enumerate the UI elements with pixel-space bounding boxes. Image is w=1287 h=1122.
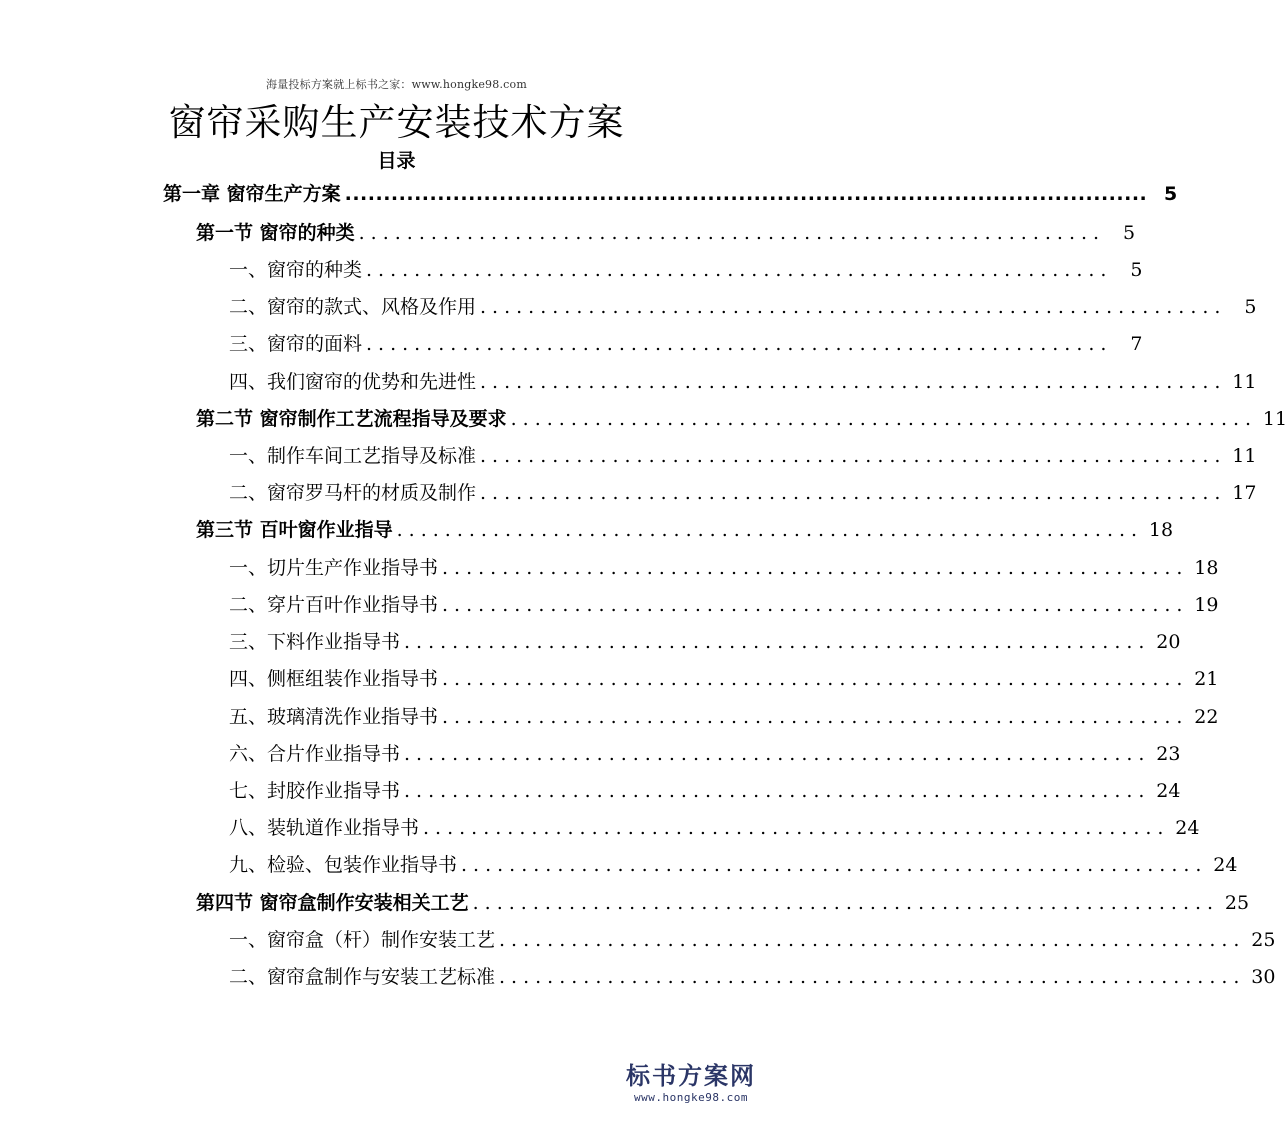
toc-entry-page: 19	[1194, 594, 1219, 616]
toc-leader-dots: ..............................................................	[461, 854, 1208, 876]
toc-entry-label: 第二节 窗帘制作工艺流程指导及要求	[196, 408, 507, 430]
toc-entry-label: 第一章 窗帘生产方案	[163, 183, 341, 205]
toc-entry-label: 一、窗帘盒（杆）制作安装工艺	[229, 929, 496, 951]
toc-entry-page: 5	[1122, 222, 1136, 244]
toc-entry-page: 22	[1194, 706, 1219, 728]
toc-entry-subsection[interactable]	[229, 553, 1219, 583]
toc-leader-dots: ..............................................................	[404, 631, 1151, 653]
toc-entry-chapter[interactable]	[163, 179, 1178, 209]
watermark-url: www.hongke98.com	[634, 1091, 748, 1104]
toc-entry-subsection[interactable]	[229, 590, 1219, 620]
toc-entry-label: 第四节 窗帘盒制作安装相关工艺	[196, 892, 469, 914]
toc-entry-page: 25	[1224, 892, 1250, 914]
toc-entry-page: 21	[1194, 668, 1219, 690]
toc-leader-dots: ..............................................................	[480, 296, 1227, 318]
toc-entry-section[interactable]	[196, 515, 1174, 545]
toc-entry-page: 7	[1130, 333, 1143, 355]
toc-leader-dots: ..............................................................	[499, 929, 1246, 951]
toc-entry-page: 18	[1194, 557, 1219, 579]
toc-leader-dots: ..............................................................	[366, 333, 1113, 355]
toc-entry-label: 九、检验、包装作业指导书	[229, 854, 458, 876]
toc-entry-subsection[interactable]	[229, 850, 1238, 880]
toc-entry-subsection[interactable]	[229, 962, 1276, 992]
toc-entry-label: 一、窗帘的种类	[229, 259, 363, 281]
toc-entry-label: 二、窗帘盒制作与安装工艺标准	[229, 966, 496, 988]
toc-leader-dots: ..............................................................	[442, 706, 1189, 728]
toc-leader-dots: ..............................................................	[396, 519, 1144, 541]
toc-entry-page: 11	[1232, 371, 1257, 393]
toc-entry-label: 二、窗帘的款式、风格及作用	[229, 296, 477, 318]
toc-entry-subsection[interactable]	[229, 329, 1143, 359]
toc-entry-subsection[interactable]	[229, 702, 1219, 732]
toc-entry-label: 六、合片作业指导书	[229, 743, 401, 765]
toc-entry-section[interactable]	[196, 218, 1136, 248]
toc-entry-page: 5	[1244, 296, 1257, 318]
toc-entry-label: 第一节 窗帘的种类	[196, 222, 355, 244]
site-watermark	[611, 1056, 771, 1104]
toc-leader-dots: ..............................................................	[404, 743, 1151, 765]
toc-entry-subsection[interactable]	[229, 478, 1257, 508]
toc-leader-dots: ........................................................................................................	[344, 183, 1148, 205]
toc-entry-subsection[interactable]	[229, 813, 1200, 843]
toc-leader-dots: ..............................................................	[442, 557, 1189, 579]
toc-entry-label: 二、穿片百叶作业指导书	[229, 594, 439, 616]
toc-entry-label: 四、侧框组装作业指导书	[229, 668, 439, 690]
toc-entry-subsection[interactable]	[229, 739, 1181, 769]
toc-entry-label: 三、窗帘的面料	[229, 333, 363, 355]
toc-entry-page: 24	[1156, 780, 1181, 802]
toc-entry-label: 五、玻璃清洗作业指导书	[229, 706, 439, 728]
header-note: 海量投标方案就上标书之家：www.hongke98.com	[266, 78, 527, 91]
toc-leader-dots: ..............................................................	[442, 668, 1189, 690]
toc-entry-page: 11	[1262, 408, 1287, 430]
toc-leader-dots: ..............................................................	[510, 408, 1258, 430]
toc-leader-dots: ..............................................................	[423, 817, 1170, 839]
toc-entry-subsection[interactable]	[229, 925, 1276, 955]
toc-entry-label: 一、切片生产作业指导书	[229, 557, 439, 579]
watermark-title: 标书方案网	[626, 1062, 756, 1090]
toc-entry-label: 八、装轨道作业指导书	[229, 817, 420, 839]
toc-leader-dots: ..............................................................	[404, 780, 1151, 802]
toc-entry-subsection[interactable]	[229, 776, 1181, 806]
toc-entry-page: 30	[1251, 966, 1276, 988]
toc-entry-label: 四、我们窗帘的优势和先进性	[229, 371, 477, 393]
toc-entry-label: 第三节 百叶窗作业指导	[196, 519, 393, 541]
toc-entry-subsection[interactable]	[229, 627, 1181, 657]
toc-entry-subsection[interactable]	[229, 292, 1257, 322]
toc-leader-dots: ..............................................................	[442, 594, 1189, 616]
toc-leader-dots: ..............................................................	[499, 966, 1246, 988]
toc-leader-dots: ..............................................................	[472, 892, 1220, 914]
toc-entry-subsection[interactable]	[229, 255, 1143, 285]
toc-entry-page: 11	[1232, 445, 1257, 467]
toc-entry-page: 25	[1251, 929, 1276, 951]
toc-leader-dots: ..............................................................	[480, 371, 1227, 393]
toc-entry-subsection[interactable]	[229, 367, 1257, 397]
toc-leader-dots: ..............................................................	[366, 259, 1113, 281]
toc-entry-page: 17	[1232, 482, 1257, 504]
toc-entry-subsection[interactable]	[229, 664, 1219, 694]
toc-entry-section[interactable]	[196, 888, 1250, 918]
toc-entry-page: 18	[1148, 519, 1174, 541]
toc-entry-page: 5	[1164, 183, 1178, 205]
toc-heading: 目录	[377, 150, 416, 172]
toc-entry-page: 5	[1130, 259, 1143, 281]
toc-entry-page: 20	[1156, 631, 1181, 653]
toc-entry-label: 一、制作车间工艺指导及标准	[229, 445, 477, 467]
toc-entry-section[interactable]	[196, 404, 1287, 434]
toc-entry-subsection[interactable]	[229, 441, 1257, 471]
toc-entry-label: 二、窗帘罗马杆的材质及制作	[229, 482, 477, 504]
toc-entry-label: 三、下料作业指导书	[229, 631, 401, 653]
toc-entry-page: 24	[1213, 854, 1238, 876]
toc-entry-label: 七、封胶作业指导书	[229, 780, 401, 802]
toc-entry-page: 23	[1156, 743, 1181, 765]
toc-leader-dots: ..............................................................	[358, 222, 1106, 244]
toc-leader-dots: ..............................................................	[480, 445, 1227, 467]
toc-leader-dots: ..............................................................	[480, 482, 1227, 504]
toc-entry-page: 24	[1175, 817, 1200, 839]
document-title: 窗帘采购生产安装技术方案	[168, 101, 625, 144]
